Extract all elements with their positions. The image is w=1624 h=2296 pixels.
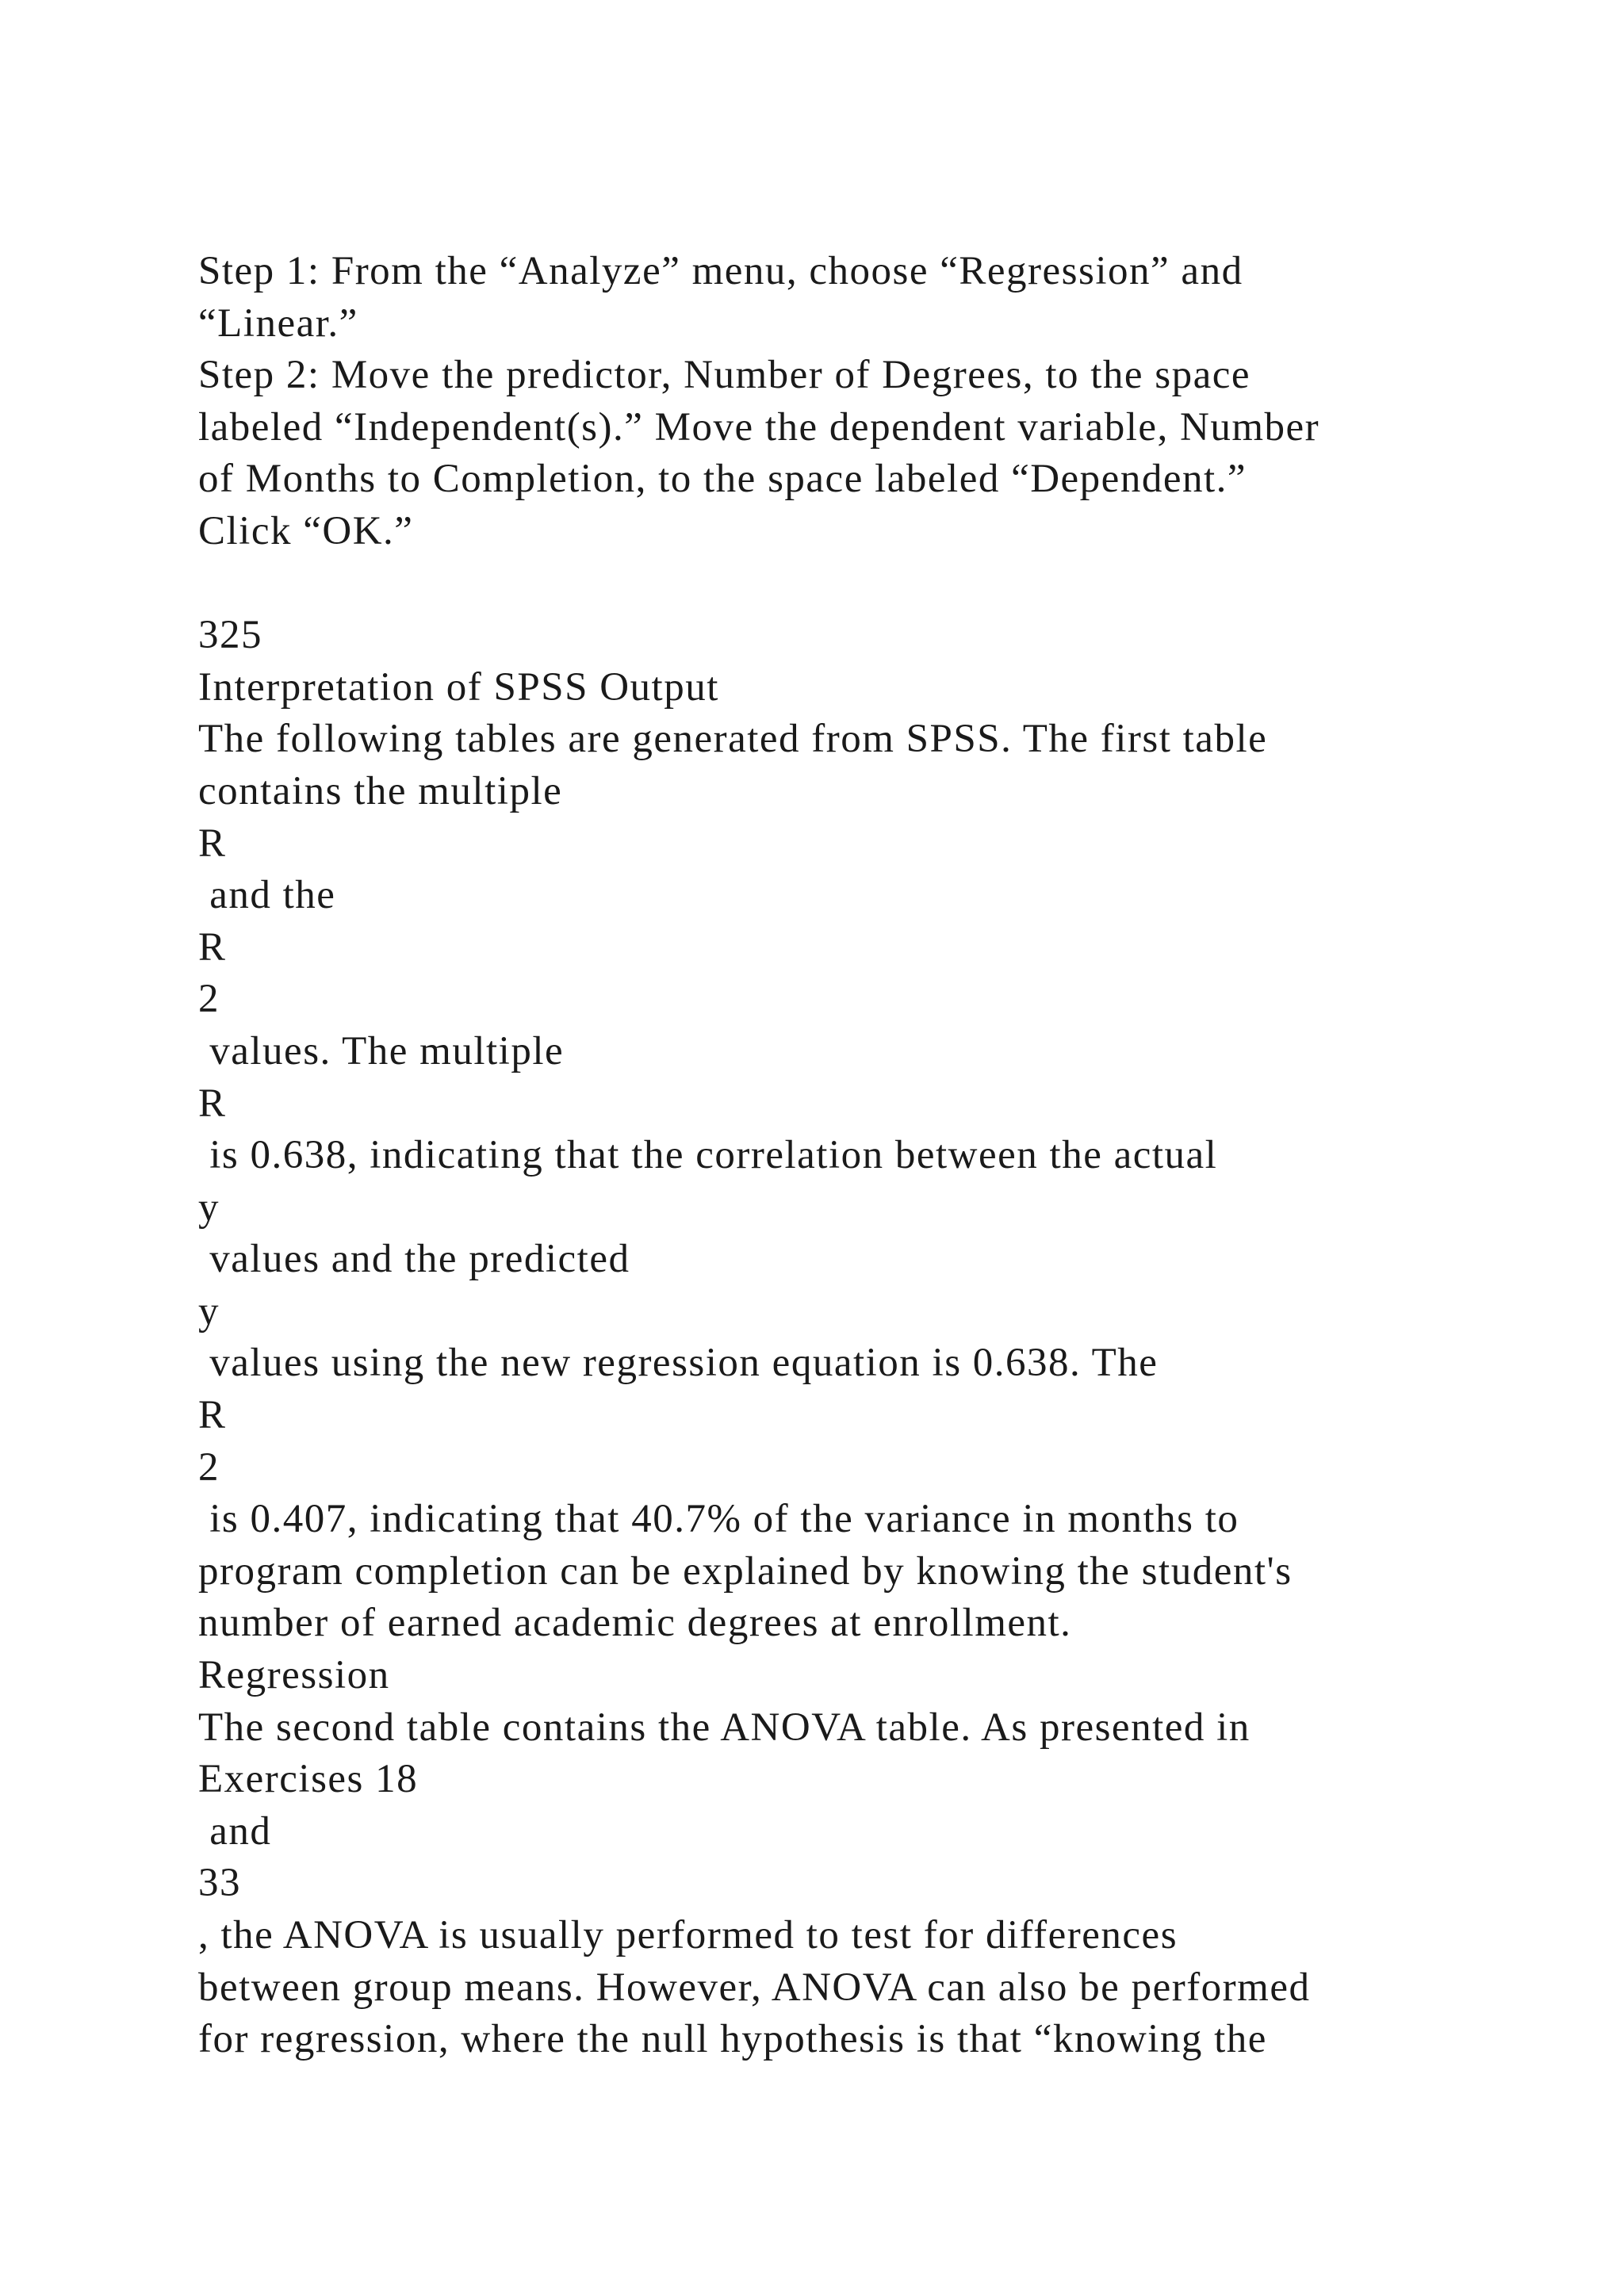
text-line: values. The multiple: [198, 1028, 565, 1073]
text-line: 2: [198, 1445, 220, 1490]
page-number: 325: [198, 613, 262, 658]
blank-line: [198, 558, 1546, 610]
text-line: R: [198, 924, 227, 970]
text-line: and: [198, 1808, 272, 1854]
text-line: R: [198, 821, 227, 866]
text-line: for regression, where the null hypothesis is that “knowing the: [198, 2017, 1267, 2062]
text-line: values and the predicted: [198, 1237, 630, 1282]
section-heading: Regression: [198, 1653, 390, 1698]
text-line: R: [198, 1081, 227, 1126]
text-line: y: [198, 1288, 220, 1334]
text-line: R: [198, 1393, 227, 1438]
text-line: 2: [198, 977, 220, 1022]
text-line: The second table contains the ANOVA table. As presented in: [198, 1705, 1251, 1750]
text-line: contains the multiple: [198, 768, 563, 813]
text-line: number of earned academic degrees at enrollment.: [198, 1601, 1072, 1646]
text-line: is 0.407, indicating that 40.7% of the variance in months to: [198, 1497, 1239, 1542]
document-body: [198, 246, 1546, 2066]
text-line: labeled “Independent(s).” Move the dependent variable, Number: [198, 404, 1320, 450]
text-line: Click “OK.”: [198, 508, 414, 553]
text-line: “Linear.”: [198, 300, 358, 346]
section-heading: Interpretation of SPSS Output: [198, 664, 719, 710]
text-line: 33: [198, 1861, 241, 1906]
text-line: values using the new regression equation is 0.638. The: [198, 1341, 1159, 1386]
text-line: Exercises 18: [198, 1757, 419, 1802]
text-line: The following tables are generated from SPSS. The first table: [198, 717, 1268, 762]
text-line: between group means. However, ANOVA can also be performed: [198, 1965, 1311, 2010]
text-line: and the: [198, 873, 336, 918]
text-line: of Months to Completion, to the space labeled “Dependent.”: [198, 457, 1247, 502]
text-line: , the ANOVA is usually performed to test for differences: [198, 1913, 1178, 1957]
text-line: program completion can be explained by knowing the student's: [198, 1548, 1293, 1594]
text-line: y: [198, 1184, 220, 1230]
text-line: is 0.638, indicating that the correlation between the actual: [198, 1133, 1218, 1178]
text-line: Step 2: Move the predictor, Number of Degrees, to the space: [198, 353, 1251, 398]
text-line: Step 1: From the “Analyze” menu, choose “Regression” and: [198, 249, 1243, 293]
